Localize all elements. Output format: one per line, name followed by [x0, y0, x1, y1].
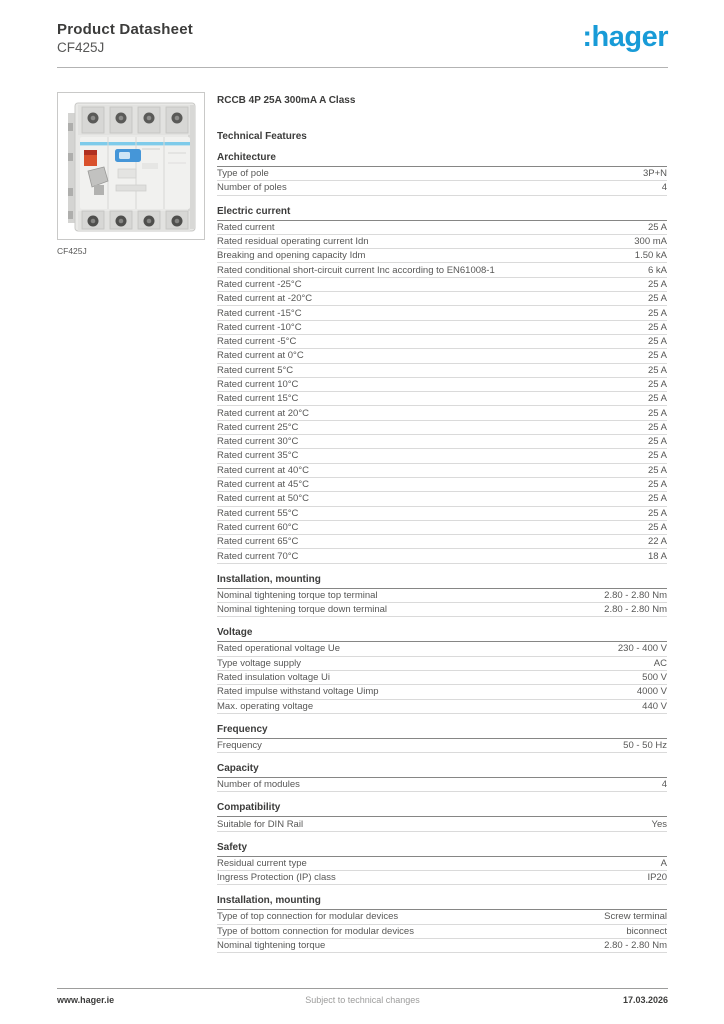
spec-section — [217, 152, 667, 196]
spec-label: Rated current 5°C — [217, 364, 294, 376]
spec-value: 300 mA — [634, 236, 667, 248]
spec-row — [217, 392, 667, 406]
spec-row — [217, 167, 667, 181]
spec-row — [217, 306, 667, 320]
spec-value: 25 A — [647, 379, 667, 390]
spec-label: Nominal tightening torque top terminal — [217, 589, 378, 601]
spec-section — [217, 627, 667, 713]
spec-label: Rated conditional short-circuit current Inc according to EN61008-1 — [217, 264, 495, 276]
product-photo — [57, 92, 205, 240]
spec-label: Nominal tightening torque — [217, 940, 326, 952]
footer-divider — [57, 988, 668, 989]
spec-label: Rated current — [217, 221, 275, 233]
section-title: Installation, mounting — [217, 895, 667, 910]
spec-value: 25 A — [647, 293, 667, 305]
spec-row — [217, 549, 667, 563]
spec-value: 25 A — [647, 364, 667, 376]
spec-row — [217, 685, 667, 699]
spec-row — [217, 263, 667, 277]
spec-label: Type of pole — [217, 168, 269, 180]
spec-value: 25 A — [647, 421, 667, 433]
spec-row — [217, 292, 667, 306]
hager-logo: :hager — [582, 21, 668, 53]
spec-row — [217, 464, 667, 478]
spec-value: 25 A — [647, 493, 667, 505]
spec-row — [217, 871, 667, 885]
product-image-column — [57, 92, 217, 256]
spec-value: 25 A — [647, 393, 667, 405]
spec-value: 440 V — [642, 700, 667, 712]
spec-row — [217, 235, 667, 249]
spec-value: 2.80 - 2.80 Nm — [604, 589, 667, 601]
spec-label: Rated current -10°C — [217, 321, 302, 333]
spec-row — [217, 349, 667, 363]
header-divider — [57, 67, 668, 68]
spec-label: Rated current 15°C — [217, 393, 299, 405]
section-title: Architecture — [217, 152, 667, 167]
spec-label: Rated current at 0°C — [217, 350, 304, 362]
rccb-device-illustration — [58, 93, 204, 239]
spec-value: 2.80 - 2.80 Nm — [604, 940, 667, 952]
spec-label: Rated current 60°C — [217, 521, 299, 533]
spec-value: 18 A — [647, 550, 667, 562]
spec-value: 25 A — [647, 407, 667, 419]
spec-section — [217, 763, 667, 792]
spec-value: 4 — [661, 779, 667, 791]
spec-label: Rated current at 45°C — [217, 479, 309, 491]
spec-label: Rated current 30°C — [217, 436, 299, 448]
spec-label: Rated impulse withstand voltage Uimp — [217, 686, 379, 698]
spec-label: Rated current 25°C — [217, 421, 299, 433]
spec-label: Number of poles — [217, 182, 287, 194]
spec-label: Rated current 35°C — [217, 450, 299, 462]
spec-row — [217, 778, 667, 792]
spec-row — [217, 421, 667, 435]
spec-label: Rated current 55°C — [217, 507, 299, 519]
section-title: Frequency — [217, 724, 667, 739]
spec-row — [217, 507, 667, 521]
spec-value: 22 A — [647, 536, 667, 548]
spec-row — [217, 657, 667, 671]
spec-value: 230 - 400 V — [617, 643, 667, 655]
spec-section — [217, 574, 667, 618]
spec-label: Rated current -5°C — [217, 336, 297, 348]
spec-row — [217, 278, 667, 292]
spec-label: Rated insulation voltage Ui — [217, 672, 331, 684]
spec-row — [217, 857, 667, 871]
spec-value: biconnect — [626, 925, 667, 937]
product-reference: CF425J — [57, 40, 105, 55]
website-link[interactable]: www.hager.ie — [57, 995, 115, 1005]
product-title: RCCB 4P 25A 300mA A Class — [217, 95, 356, 106]
spec-value: 25 A — [647, 336, 667, 348]
spec-label: Rated current at 40°C — [217, 464, 309, 476]
spec-row — [217, 221, 667, 235]
spec-row — [217, 925, 667, 939]
spec-row — [217, 181, 667, 195]
spec-label: Rated current at 50°C — [217, 493, 309, 505]
spec-value: 3P+N — [642, 168, 667, 180]
spec-row — [217, 671, 667, 685]
spec-value: 25 A — [647, 521, 667, 533]
spec-value: 25 A — [647, 221, 667, 233]
spec-sections — [217, 152, 667, 953]
spec-column — [217, 92, 667, 953]
spec-value: 4000 V — [636, 686, 667, 698]
spec-label: Type voltage supply — [217, 657, 301, 669]
spec-value: 25 A — [647, 278, 667, 290]
spec-row — [217, 739, 667, 753]
spec-label: Rated current 10°C — [217, 379, 299, 390]
spec-label: Rated current 65°C — [217, 536, 299, 548]
spec-row — [217, 478, 667, 492]
spec-section — [217, 842, 667, 886]
section-title: Capacity — [217, 763, 667, 778]
technical-features-heading: Technical Features — [217, 131, 307, 142]
spec-value: 6 kA — [647, 264, 667, 276]
spec-section — [217, 724, 667, 753]
spec-label: Rated operational voltage Ue — [217, 643, 341, 655]
spec-label: Residual current type — [217, 857, 307, 869]
spec-row — [217, 492, 667, 506]
spec-label: Type of bottom connection for modular devices — [217, 925, 414, 937]
spec-row — [217, 700, 667, 714]
section-title: Electric current — [217, 206, 667, 221]
spec-row — [217, 449, 667, 463]
spec-value: AC — [653, 657, 667, 669]
spec-row — [217, 364, 667, 378]
spec-section — [217, 206, 667, 564]
footer-notice: Subject to technical changes — [305, 995, 420, 1005]
page-title: Product Datasheet — [57, 21, 193, 38]
product-photo-caption: CF425J — [57, 246, 87, 256]
spec-value: IP20 — [647, 872, 667, 884]
spec-value: Yes — [651, 818, 667, 830]
spec-label: Type of top connection for modular devices — [217, 911, 399, 923]
spec-value: 4 — [661, 182, 667, 194]
spec-value: Screw terminal — [604, 911, 667, 923]
spec-value: 1.50 kA — [634, 250, 667, 262]
spec-label: Rated current -15°C — [217, 307, 302, 319]
spec-label: Rated current -25°C — [217, 278, 302, 290]
spec-value: 25 A — [647, 436, 667, 448]
spec-value: 25 A — [647, 507, 667, 519]
spec-value: 25 A — [647, 321, 667, 333]
spec-label: Ingress Protection (IP) class — [217, 872, 336, 884]
spec-label: Number of modules — [217, 779, 300, 791]
spec-value: 50 - 50 Hz — [623, 739, 667, 751]
spec-value: 25 A — [647, 450, 667, 462]
spec-row — [217, 603, 667, 617]
spec-label: Suitable for DIN Rail — [217, 818, 304, 830]
footer-date: 17.03.2026 — [622, 995, 668, 1005]
section-title: Safety — [217, 842, 667, 857]
spec-row — [217, 249, 667, 263]
spec-row — [217, 589, 667, 603]
spec-value: 500 V — [642, 672, 667, 684]
spec-label: Breaking and opening capacity Idm — [217, 250, 366, 262]
spec-label: Rated current at 20°C — [217, 407, 309, 419]
spec-row — [217, 817, 667, 831]
spec-label: Max. operating voltage — [217, 700, 314, 712]
spec-section — [217, 802, 667, 831]
section-title: Installation, mounting — [217, 574, 667, 589]
section-title: Voltage — [217, 627, 667, 642]
section-title: Compatibility — [217, 802, 667, 817]
spec-section — [217, 895, 667, 953]
spec-row — [217, 642, 667, 656]
spec-value: 25 A — [647, 350, 667, 362]
spec-label: Rated current at -20°C — [217, 293, 313, 305]
spec-value: 25 A — [647, 307, 667, 319]
spec-row — [217, 521, 667, 535]
spec-value: 25 A — [647, 464, 667, 476]
spec-label: Nominal tightening torque down terminal — [217, 604, 388, 616]
spec-value: 2.80 - 2.80 Nm — [604, 604, 667, 616]
spec-label: Frequency — [217, 739, 262, 751]
spec-row — [217, 435, 667, 449]
spec-row — [217, 535, 667, 549]
spec-row — [217, 910, 667, 924]
spec-label: Rated residual operating current Idn — [217, 236, 369, 248]
spec-row — [217, 335, 667, 349]
spec-value: A — [660, 857, 667, 869]
spec-value: 25 A — [647, 479, 667, 491]
spec-label: Rated current 70°C — [217, 550, 299, 562]
page-header — [57, 21, 668, 55]
spec-row — [217, 406, 667, 420]
spec-row — [217, 378, 667, 392]
spec-row — [217, 321, 667, 335]
spec-row — [217, 939, 667, 953]
